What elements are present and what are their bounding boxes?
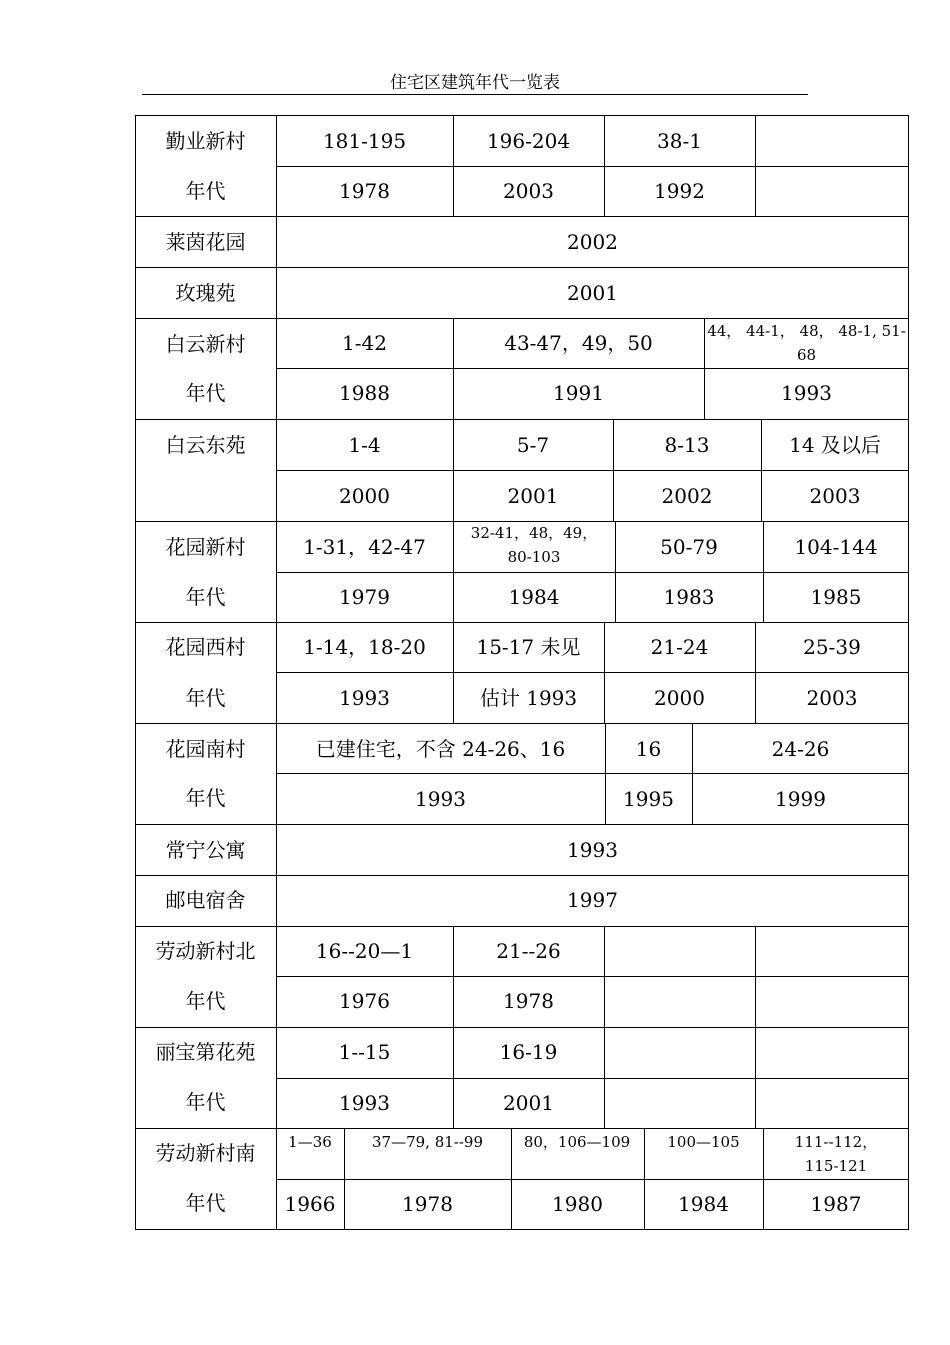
- build-year: 1978: [402, 1192, 453, 1216]
- table-cell: [755, 1027, 909, 1078]
- build-year: 1997: [567, 888, 618, 912]
- complex-name: 丽宝第花苑: [155, 1040, 256, 1064]
- year-label: 年代: [185, 1191, 226, 1215]
- build-year: 1976: [339, 989, 390, 1013]
- building-range: 16--20—1: [315, 939, 414, 963]
- build-year: 1978: [503, 989, 554, 1013]
- build-year: 2003: [809, 484, 861, 508]
- building-range: 21-24: [650, 635, 709, 659]
- build-year: 1992: [654, 179, 705, 203]
- build-year: 估计 1993: [479, 686, 578, 710]
- complex-name: 花园新村: [165, 535, 246, 559]
- build-year: 2003: [503, 179, 554, 203]
- table-cell: [755, 976, 909, 1027]
- header-divider: [142, 94, 808, 95]
- build-year: 2002: [661, 484, 713, 508]
- complex-name: 劳动新村北: [155, 939, 256, 963]
- building-range: 1—36: [288, 1133, 332, 1151]
- building-range: 43-47，49，50: [504, 331, 653, 355]
- table-cell: [755, 166, 909, 216]
- year-label: 年代: [185, 585, 226, 609]
- build-year: 1993: [339, 1091, 390, 1115]
- building-range: 16: [635, 737, 662, 761]
- building-range: 1-4: [348, 433, 381, 457]
- building-range: 32-41，48，49，80-103: [470, 524, 598, 566]
- building-range: 111--112，115-121: [794, 1133, 878, 1175]
- build-year: 1966: [284, 1192, 336, 1216]
- build-year: 2001: [507, 484, 559, 508]
- build-year: 1988: [339, 381, 390, 405]
- build-year: 2000: [339, 484, 390, 508]
- table-cell: [755, 926, 909, 976]
- year-label: 年代: [185, 179, 226, 203]
- complex-name: 勤业新村: [165, 129, 246, 153]
- year-label: 年代: [185, 786, 226, 810]
- build-year: 2001: [503, 1091, 554, 1115]
- build-year: 1984: [508, 585, 560, 609]
- building-range: 5-7: [516, 433, 550, 457]
- build-year: 1983: [663, 585, 715, 609]
- year-label: 年代: [185, 1090, 226, 1114]
- build-year: 1980: [552, 1192, 603, 1216]
- building-range: 1-42: [342, 331, 387, 355]
- complex-name: 劳动新村南: [155, 1141, 256, 1165]
- building-range: 80，106—109: [523, 1133, 631, 1151]
- table-cell: [604, 1078, 755, 1128]
- building-range: 14 及以后: [789, 433, 881, 457]
- year-label: 年代: [185, 989, 226, 1013]
- building-range: 25-39: [803, 635, 861, 659]
- complex-name: 花园南村: [165, 737, 246, 761]
- building-range: 37—79, 81--99: [371, 1133, 484, 1151]
- build-year: 1978: [339, 179, 390, 203]
- building-range: 21--26: [496, 939, 561, 963]
- build-year: 2002: [567, 230, 618, 254]
- building-range: 已建住宅，不含 24-26、16: [315, 737, 566, 761]
- page-title: 住宅区建筑年代一览表: [390, 73, 560, 93]
- complex-name: 玫瑰苑: [175, 281, 236, 305]
- table-cell: [755, 115, 909, 166]
- building-range: 24-26: [771, 737, 830, 761]
- building-range: 50-79: [660, 535, 718, 559]
- building-range: 181-195: [322, 129, 407, 153]
- table-cell: [604, 926, 755, 976]
- build-year: 2000: [654, 686, 705, 710]
- complex-name: 莱茵花园: [165, 230, 246, 254]
- build-year: 1993: [339, 686, 390, 710]
- building-range: 104-144: [794, 535, 878, 559]
- building-range: 100—105: [667, 1133, 740, 1151]
- building-range: 196-204: [486, 129, 571, 153]
- building-range: 1-14，18-20: [303, 635, 426, 659]
- build-year: 1993: [781, 381, 832, 405]
- building-range: 15-17 未见: [476, 635, 581, 659]
- build-year: 1993: [415, 787, 466, 811]
- build-year: 1985: [810, 585, 862, 609]
- build-year: 1993: [567, 838, 618, 862]
- build-year: 1984: [678, 1192, 729, 1216]
- building-range: 16-19: [499, 1040, 558, 1064]
- build-year: 1991: [553, 381, 604, 405]
- complex-name: 白云新村: [165, 332, 246, 356]
- table-cell: [604, 976, 755, 1027]
- year-label: 年代: [185, 686, 226, 710]
- build-year: 1987: [810, 1192, 862, 1216]
- complex-name: 常宁公寓: [165, 838, 246, 862]
- build-year: 2001: [567, 281, 618, 305]
- complex-name: 白云东苑: [165, 433, 246, 457]
- building-range: 38-1: [657, 129, 702, 153]
- building-range: 44， 44-1， 48， 48-1, 51-68: [707, 322, 906, 364]
- table-cell: [604, 1027, 755, 1078]
- table-cell: [755, 1078, 909, 1128]
- build-year: 1979: [339, 585, 390, 609]
- complex-name: 邮电宿舍: [165, 888, 246, 912]
- building-range: 8-13: [664, 433, 710, 457]
- building-range: 1-31，42-47: [303, 535, 426, 559]
- build-year: 2003: [806, 686, 858, 710]
- complex-name: 花园西村: [165, 635, 246, 659]
- build-year: 1995: [623, 787, 674, 811]
- build-year: 1999: [775, 787, 826, 811]
- building-range: 1--15: [338, 1040, 391, 1064]
- year-label: 年代: [185, 381, 226, 405]
